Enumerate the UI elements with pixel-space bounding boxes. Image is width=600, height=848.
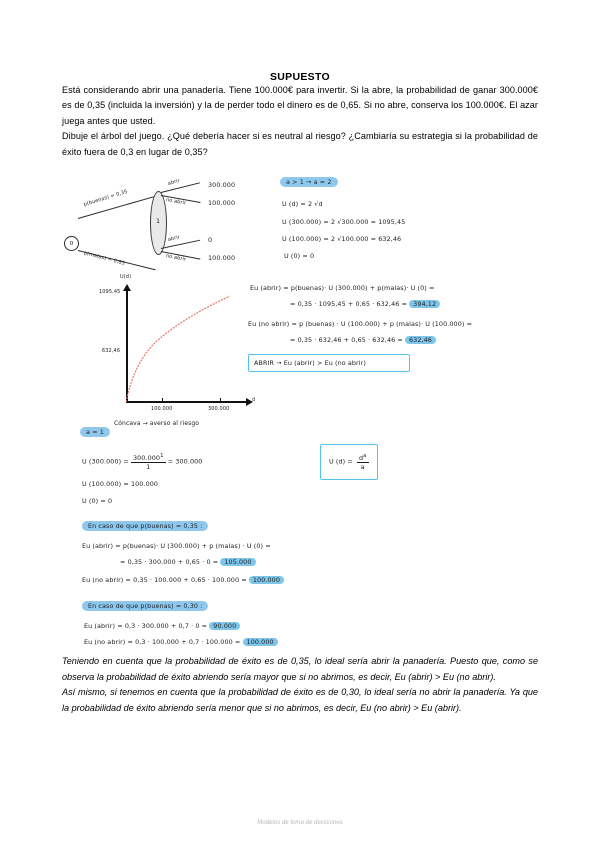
handwritten-work-area	[62, 174, 538, 654]
case-035-eu-open-result: 105.000	[220, 558, 255, 566]
case-035-eu-noopen: Eu (no abrir) = 0,35 · 100.000 + 0,65 · 100.000 = 100.000	[82, 576, 284, 584]
tree-branch-down-prob: p(malas) = 0,65	[83, 250, 126, 267]
chart-x-tick-1: 100.000	[151, 406, 173, 413]
chart-y-axis-label: U(d)	[120, 274, 132, 281]
conclusion-box-text: ABRIR → Eu (abrir) > Eu (no abrir)	[254, 359, 366, 368]
tree-action-down-abrir: abrir	[167, 234, 181, 243]
tree-action-up-abrir: abrir	[167, 177, 181, 187]
chart-utility-curve	[126, 288, 248, 403]
tree-root-label: 0	[69, 240, 74, 247]
tree-arm-down-abrir	[161, 240, 200, 249]
case-035-eu-noopen-result: 100.000	[249, 576, 284, 584]
conclusion-paragraph-1: Teniendo en cuenta que la probabilidad de éxito es de 0,35, lo ideal sería abrir la panadería. Puesto que, como se observa la probabilidad de éxito abriendo sería mayor que si no abrimos, es decir, Eu (abrir) > Eu (no abrir).	[62, 656, 538, 682]
eu-open-line-2: = 0,35 · 1095,45 + 0,65 · 632,46 = 394,12	[290, 300, 440, 308]
utility-formula-text: U (d) = $\frac{d^a}{a}$	[329, 453, 367, 472]
tree-root-node	[64, 236, 79, 251]
eu-noopen-result: 632,46	[405, 336, 436, 344]
case-030-eu-open: Eu (abrir) = 0,3 · 300.000 + 0,7 · 0 = 90.000	[84, 622, 240, 630]
chart-y-tick-mid: 632,46	[102, 348, 121, 355]
case-030-eu-open-result: 90.000	[209, 622, 240, 630]
fraction-300000: $\frac{300.000^1}{1}$	[132, 453, 164, 472]
chart-x-axis-label: d	[252, 397, 256, 404]
case-030-heading: En caso de que p(buenas) = 0,30 :	[82, 602, 208, 610]
chart-y-tick-top: 1095,45	[99, 289, 121, 296]
rn-utility-100000: U (100.000) = 100.000	[82, 480, 159, 489]
intro-paragraph: Está considerando abrir una panadería. Tiene 100.000€ para invertir. Si la abre, la probabilidad de ganar 300.000€ es de 0,35 (incluida la inversión) y la de perder todo el dinero es de 0,65. Si no abre, conserva los 100.000€. El azar juega antes que usted.	[62, 85, 538, 126]
chart-caption: Cóncava → averso al riesgo	[114, 420, 200, 428]
utility-formula-box	[320, 444, 378, 480]
tree-payoff-2: 100.000	[208, 199, 236, 208]
eu-open-result: 394,12	[409, 300, 440, 308]
risk-averse-heading: a > 1 → a = 2	[280, 178, 338, 186]
fraction-d-a: $\frac{d^a}{a}$	[358, 453, 367, 472]
utility-100000-line: U (100.000) = 2 √100.000 = 632,46	[282, 235, 402, 244]
tree-branch-up-prob: p(buenas) = 0,35	[83, 188, 129, 208]
conclusion-paragraph-2: Así mismo, si tenemos en cuenta que la probabilidad de éxito es de 0,30, lo ideal sería no abrir la panadería. Ya que la probabilidad de éxito abriendo sería menor que si no abrimos, es decir, Eu (no abrir) > Eu (abrir).	[62, 687, 538, 713]
case-035-eu-open-1: Eu (abrir) = p(buenas)· U (300.000) + p (malas) · U (0) =	[82, 542, 271, 551]
chart-x-tick-2: 300.000	[208, 406, 230, 413]
eu-noopen-line-1: Eu (no abrir) = p (buenas) · U (100.000) + p (malas)· U (100.000) =	[248, 320, 473, 329]
tree-action-up-noabrir: no abrir	[165, 197, 187, 207]
eu-noopen-line-2: = 0,35 · 632,46 + 0,65 · 632,46 = 632,46	[290, 336, 436, 344]
utility-curve-chart	[96, 274, 261, 428]
question-paragraph: Dibuje el árbol del juego. ¿Qué debería hacer si es neutral al riesgo? ¿Cambiaría su estrategia si la probabilidad de éxito fuera de 0,3 en lugar de 0,35?	[62, 131, 538, 157]
case-035-eu-open-2: = 0,35 · 300.000 + 0,65 · 0 = 105.000	[120, 558, 256, 566]
case-030-eu-noopen-result: 100.000	[243, 638, 278, 646]
case-035-heading: En caso de que p(buenas) = 0,35 :	[82, 522, 208, 530]
rn-utility-zero: U (0) = 0	[82, 497, 113, 506]
conclusion-box-abrir	[248, 354, 410, 372]
risk-neutral-heading: a = 1	[80, 428, 110, 436]
case-030-eu-noopen: Eu (no abrir) = 0,3 · 100.000 + 0,7 · 100.000 = 100.000	[84, 638, 278, 646]
page-title: SUPUESTO	[270, 71, 330, 83]
utility-zero-line: U (0) = 0	[284, 252, 315, 261]
tree-payoff-1: 300.000	[208, 181, 236, 190]
rn-utility-300000: U (300.000) = $\frac{300.000^1}{1}$ = 300.000	[82, 453, 203, 472]
utility-300000-line: U (300.000) = 2 √300.000 = 1095,45	[282, 218, 406, 227]
tree-payoff-4: 100.000	[208, 254, 236, 263]
tree-action-down-noabrir: no abrir	[165, 253, 187, 263]
tree-payoff-3: 0	[208, 236, 213, 245]
tree-node-label: 1	[156, 217, 161, 226]
tree-arm-up-abrir	[161, 182, 200, 193]
utility-function-line: U (d) = 2 √d	[282, 200, 323, 209]
page-footer: Modelos de toma de decisiones	[257, 819, 343, 826]
eu-open-line-1: Eu (abrir) = p(buenas)· U (300.000) + p(malas)· U (0) =	[250, 284, 435, 293]
